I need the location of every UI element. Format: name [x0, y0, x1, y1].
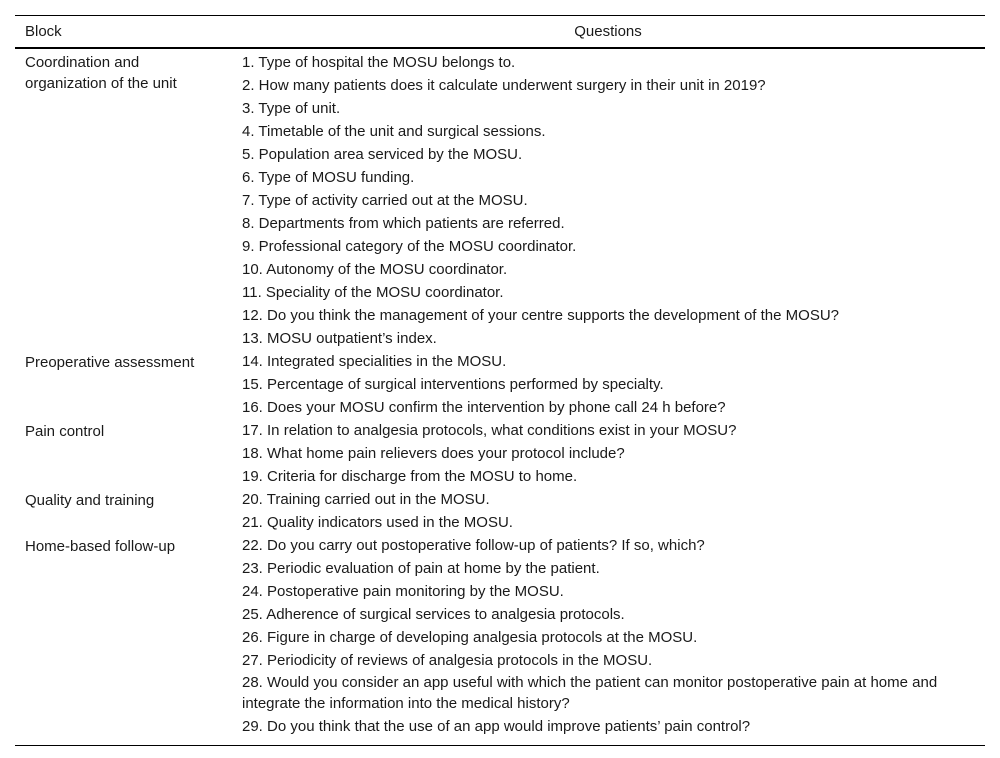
questions-cell	[231, 419, 985, 488]
question-item: 11. Speciality of the MOSU coordinator.	[242, 284, 504, 301]
block-cell: Pain control	[25, 423, 105, 440]
question-item: 28. Would you consider an app useful with which the patient can monitor postoperative pain at home and integrate the information into the medical history?	[242, 674, 938, 712]
question-item: 4. Timetable of the unit and surgical sessions.	[242, 123, 546, 140]
question-item: 17. In relation to analgesia protocols, what conditions exist in your MOSU?	[242, 422, 737, 439]
question-item: 22. Do you carry out postoperative follow-up of patients? If so, which?	[242, 537, 705, 554]
questions-cell	[231, 48, 985, 350]
question-item: 20. Training carried out in the MOSU.	[242, 491, 490, 508]
header-row	[15, 16, 985, 49]
survey-table-container	[15, 15, 985, 746]
question-item: 9. Professional category of the MOSU coordinator.	[242, 238, 577, 255]
question-item: 25. Adherence of surgical services to analgesia protocols.	[242, 606, 625, 623]
question-item: 8. Departments from which patients are referred.	[242, 215, 565, 232]
questions-cell	[231, 350, 985, 419]
header-block: Block	[15, 16, 231, 49]
question-item: 13. MOSU outpatient’s index.	[242, 330, 437, 347]
question-item: 29. Do you think that the use of an app would improve patients’ pain control?	[242, 718, 751, 735]
question-item: 24. Postoperative pain monitoring by the MOSU.	[242, 583, 564, 600]
question-item: 5. Population area serviced by the MOSU.	[242, 146, 523, 163]
table-row	[15, 534, 985, 738]
question-item: 21. Quality indicators used in the MOSU.	[242, 514, 513, 531]
question-item: 2. How many patients does it calculate underwent surgery in their unit in 2019?	[242, 77, 766, 94]
block-cell: Quality and training	[25, 492, 155, 509]
question-item: 23. Periodic evaluation of pain at home by the patient.	[242, 560, 600, 577]
table-row	[15, 488, 985, 534]
table-row	[15, 350, 985, 419]
question-item: 7. Type of activity carried out at the MOSU.	[242, 192, 528, 209]
question-item: 16. Does your MOSU confirm the intervention by phone call 24 h before?	[242, 399, 726, 416]
block-cell: Home-based follow-up	[25, 538, 176, 555]
questions-cell	[231, 488, 985, 534]
block-cell: Coordination and organization of the unit	[25, 54, 177, 92]
question-item: 26. Figure in charge of developing analgesia protocols at the MOSU.	[242, 629, 698, 646]
table-row	[15, 419, 985, 488]
question-item: 6. Type of MOSU funding.	[242, 169, 415, 186]
header-questions: Questions	[231, 16, 985, 49]
question-item: 3. Type of unit.	[242, 100, 341, 117]
table-bottom-rule	[15, 738, 985, 746]
question-item: 14. Integrated specialities in the MOSU.	[242, 353, 507, 370]
question-item: 15. Percentage of surgical interventions performed by specialty.	[242, 376, 664, 393]
question-item: 19. Criteria for discharge from the MOSU to home.	[242, 468, 578, 485]
question-item: 12. Do you think the management of your centre supports the development of the MOSU?	[242, 307, 840, 324]
table-header	[15, 16, 985, 49]
question-item: 27. Periodicity of reviews of analgesia protocols in the MOSU.	[242, 652, 653, 669]
question-item: 10. Autonomy of the MOSU coordinator.	[242, 261, 508, 278]
table-row	[15, 48, 985, 350]
question-item: 1. Type of hospital the MOSU belongs to.	[242, 54, 516, 71]
question-item: 18. What home pain relievers does your protocol include?	[242, 445, 625, 462]
table-body	[15, 48, 985, 738]
block-cell: Preoperative assessment	[25, 354, 195, 371]
questions-cell	[231, 534, 985, 738]
survey-table	[15, 15, 985, 738]
